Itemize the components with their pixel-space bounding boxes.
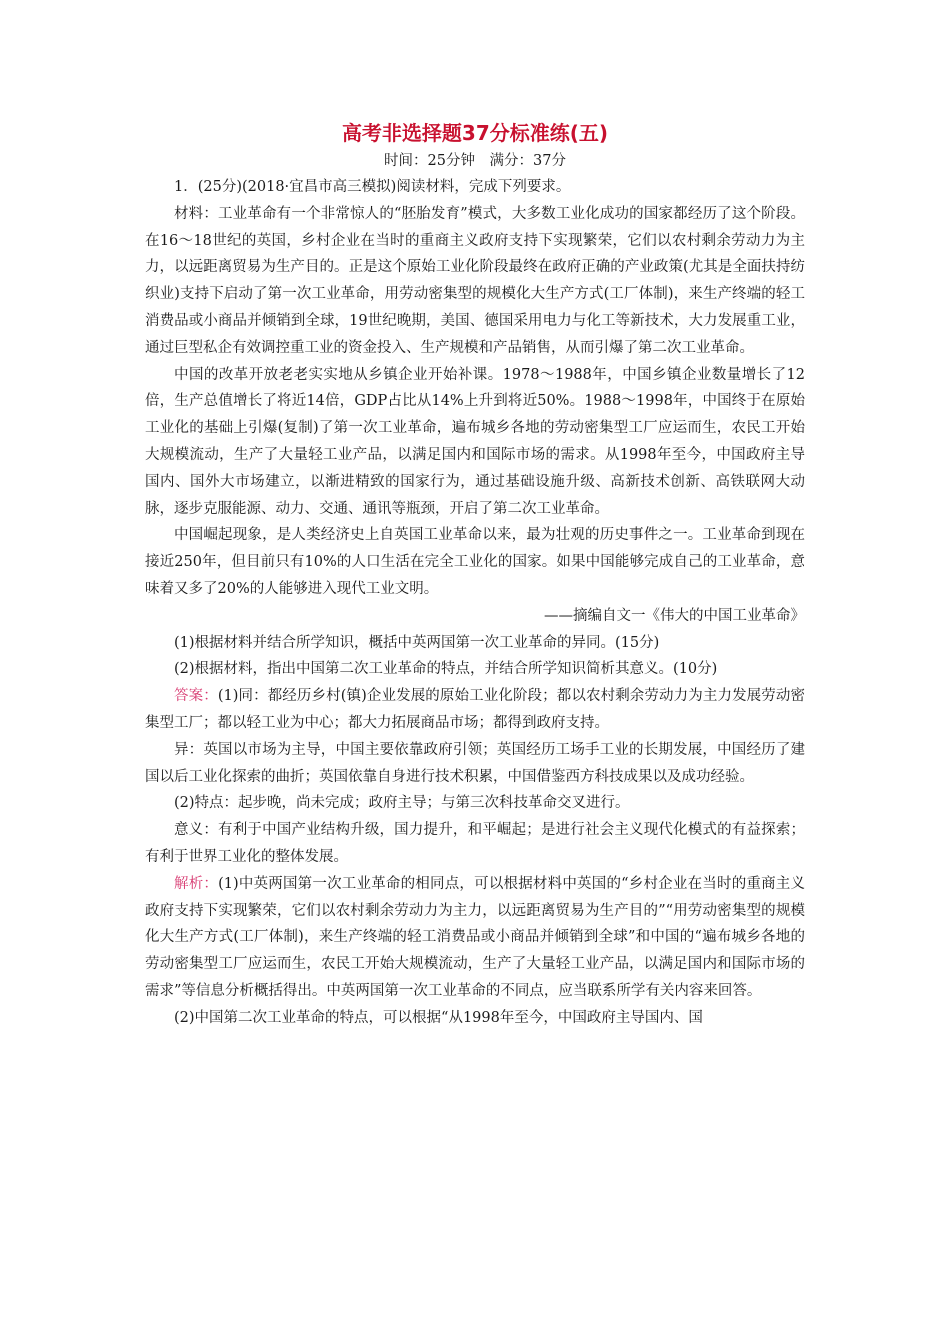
answer-paragraph-4: 意义：有利于中国产业结构升级，国力提升，和平崛起；是进行社会主义现代化模式的有益探索；有利于世界工业化的整体发展。 xyxy=(145,822,805,865)
analysis-paragraph-2: (2)中国第二次工业革命的特点，可以根据“从1998年至今，中国政府主导国内、国 xyxy=(174,1009,703,1026)
material-source: ——摘编自文一《伟大的中国工业革命》 xyxy=(544,607,805,624)
material-paragraph-1: 材料：工业革命有一个非常惊人的“胚胎发育”模式，大多数工业化成功的国家都经历了这个阶段。在16～18世纪的英国，乡村企业在当时的重商主义政府支持下实现繁荣，它们以农村剩余劳动力为主力，以远距离贸易为生产目的。正是这个原始工业化阶段最终在政府正确的产业政策(尤其是全面扶持纺织业)支持下启动了第一次工业革命，用劳动密集型的规模化大生产方式(工厂体制)，来生产终端的轻工消费品或小商品并倾销到全球，19世纪晚期，美国、德国采用电力与化工等新技术，大力发展重工业，通过巨型私企有效调控重工业的资金投入、生产规模和产品销售，从而引爆了第二次工业革命。 xyxy=(145,205,805,356)
answer-text-1: (1)同：都经历乡村(镇)企业发展的原始工业化阶段；都以农村剩余劳动力为主力发展劳动密集型工厂；都以轻工业为中心；都大力拓展商品市场；都得到政府支持。 xyxy=(145,688,805,731)
analysis-text-1: (1)中英两国第一次工业革命的相同点，可以根据材料中英国的“乡村企业在当时的重商主义政府支持下实现繁荣，它们以农村剩余劳动力为主力，以远距离贸易为生产目的”“用劳动密集型的规模化大生产方式(工厂体制)，来生产终端的轻工消费品或小商品并倾销到全球”和中国的“遍布城乡各地的劳动密集型工厂应运而生，农民工开始大规模流动，生产了大量轻工业产品，以满足国内和国际市场的需求”等信息分析概括得出。中英两国第一次工业革命的不同点，应当联系所学有关内容来回答。 xyxy=(145,875,806,999)
question-stem: 1．(25分)(2018·宜昌市高三模拟)阅读材料，完成下列要求。 xyxy=(174,179,571,195)
answer-label: 答案： xyxy=(174,688,218,705)
answer-paragraph-2: 异：英国以市场为主导，中国主要依靠政府引领；英国经历工场手工业的长期发展，中国经历了建国以后工业化探索的曲折；英国依靠自身进行技术积累，中国借鉴西方科技成果以及成功经验。 xyxy=(145,741,805,785)
answer-paragraph-1 xyxy=(145,683,805,737)
time-score-line: 时间：25分钟 满分：37分 xyxy=(384,153,566,169)
sub-question-2: (2)根据材料，指出中国第二次工业革命的特点，并结合所学知识简析其意义。(10分) xyxy=(174,661,718,678)
document-page xyxy=(145,118,805,1032)
page-title: 高考非选择题37分标准练(五) xyxy=(341,121,609,145)
sub-question-1: (1)根据材料并结合所学知识，概括中英两国第一次工业革命的异同。(15分) xyxy=(174,634,660,651)
material-paragraph-3: 中国崛起现象，是人类经济史上自英国工业革命以来，最为壮观的历史事件之一。工业革命到现在接近250年，但目前只有10%的人口生活在完全工业化的国家。如果中国能够完成自己的工业革命，意味着又多了20%的人能够进入现代工业文明。 xyxy=(145,527,805,597)
analysis-paragraph-1 xyxy=(145,871,805,1005)
answer-paragraph-3: (2)特点：起步晚，尚未完成；政府主导；与第三次科技革命交叉进行。 xyxy=(174,795,630,812)
analysis-label: 解析： xyxy=(174,875,219,892)
material-paragraph-2: 中国的改革开放老老实实地从乡镇企业开始补课。1978～1988年，中国乡镇企业数量增长了12倍，生产总值增长了将近14倍，GDP占比从14%上升到将近50%。1988～1998年，中国终于在原始工业化的基础上引爆(复制)了第一次工业革命，遍布城乡各地的劳动密集型工厂应运而生，农民工开始大规模流动，生产了大量轻工业产品，以满足国内和国际市场的需求。从1998年至今，中国政府主导国内、国外大市场建立，以渐进精致的国家行为，通过基础设施升级、高新技术创新、高铁联网大动脉，逐步克服能源、动力、交通、通讯等瓶颈，开启了第二次工业革命。 xyxy=(145,366,805,517)
